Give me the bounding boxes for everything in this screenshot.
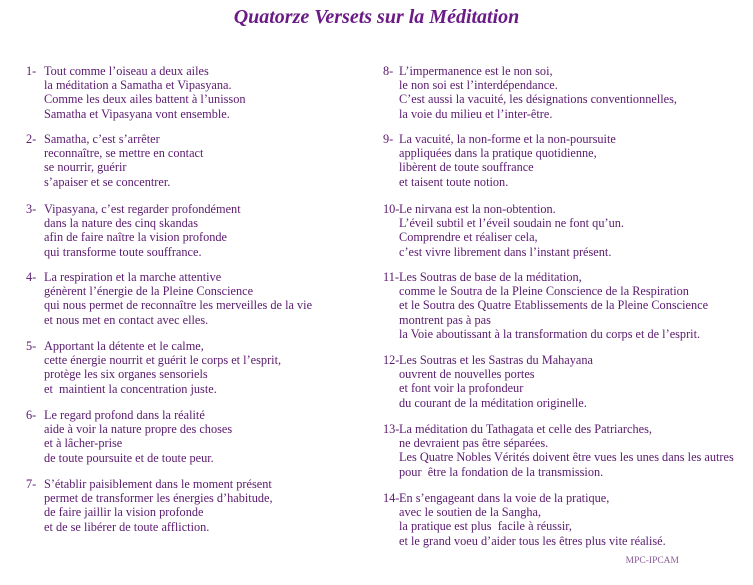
verse-line: Samatha, c’est s’arrêter (44, 132, 160, 146)
verse-line: la pratique est plus facile à réussir, (399, 519, 572, 534)
verse-line: montrent pas à pas (399, 312, 491, 327)
verse-number: 13- (383, 422, 400, 436)
verse-line: Vipasyana, c’est regarder profondément (44, 202, 241, 216)
verse-line: Tout comme l’oiseau a deux ailes (44, 64, 209, 78)
verse-line: S’établir paisiblement dans le moment présent (44, 477, 272, 491)
verse-line: et taisent toute notion. (399, 174, 509, 189)
verse-3 (26, 202, 366, 259)
verse-line: qui transforme toute souffrance. (44, 244, 202, 259)
verse-number: 2- (26, 132, 37, 146)
verse-line: du courant de la méditation originelle. (399, 395, 587, 410)
verse-number: 6- (26, 408, 37, 422)
verse-line: Le nirvana est la non-obtention. (399, 202, 556, 216)
verse-number: 3- (26, 202, 37, 216)
verse-line: Comprendre et réaliser cela, (399, 230, 538, 245)
verse-line: protège les six organes sensoriels (44, 367, 208, 382)
verse-number: 11- (383, 270, 399, 284)
verse-line: Les Soutras de base de la méditation, (399, 270, 582, 284)
verse-line: Les Quatre Nobles Vérités doivent être vues les unes dans les autres (399, 450, 734, 465)
verse-line: La méditation du Tathagata et celle des Patriarches, (399, 422, 652, 436)
verse-line: avec le soutien de la Sangha, (399, 505, 542, 520)
verse-9 (383, 132, 748, 189)
verse-line: et le grand voeu d’aider tous les êtres plus vite réalisé. (399, 533, 666, 548)
verse-line: Les Soutras et les Sastras du Mahayana (399, 353, 593, 367)
verse-line: et nous met en contact avec elles. (44, 312, 209, 327)
verse-line: Comme les deux ailes battent à l’unisson (44, 92, 246, 107)
verse-line: reconnaître, se mettre en contact (44, 146, 204, 161)
verse-2 (26, 132, 366, 189)
verse-number: 14- (383, 491, 400, 505)
verse-8 (383, 64, 748, 121)
verse-line: génèrent l’énergie de la Pleine Conscience (44, 284, 254, 299)
verse-number: 10- (383, 202, 400, 216)
verse-line: pour être la fondation de la transmission. (399, 464, 604, 479)
verse-line: la Voie aboutissant à la transformation du corps et de l’esprit. (399, 326, 701, 341)
verse-line: aide à voir la nature propre des choses (44, 422, 233, 437)
verse-number: 7- (26, 477, 37, 491)
verse-line: et de se libérer de toute affliction. (44, 519, 210, 534)
verse-4 (26, 270, 366, 327)
verse-10 (383, 202, 748, 259)
verse-line: afin de faire naître la vision profonde (44, 230, 228, 245)
verse-line: et font voir la profondeur (399, 381, 524, 396)
verse-line: L’impermanence est le non soi, (399, 64, 553, 78)
footer-credit: MPC-IPCAM (625, 556, 679, 566)
verse-number: 8- (383, 64, 394, 78)
verse-line: Apportant la détente et le calme, (44, 339, 204, 353)
verse-line: et à lâcher-prise (44, 436, 123, 451)
verse-line: Le regard profond dans la réalité (44, 408, 205, 422)
verse-line: libèrent de toute souffrance (399, 160, 534, 175)
verse-5 (26, 339, 366, 396)
verse-line: Samatha et Vipasyana vont ensemble. (44, 106, 230, 121)
verse-line: cette énergie nourrit et guérit le corps et l’esprit, (44, 353, 282, 368)
verse-line: la voie du milieu et l’inter-être. (399, 106, 553, 121)
verse-line: le non soi est l’interdépendance. (399, 78, 558, 93)
verse-line: La vacuité, la non-forme et la non-poursuite (399, 132, 616, 146)
verse-number: 4- (26, 270, 37, 284)
verse-line: C’est aussi la vacuité, les désignations conventionnelles, (399, 92, 677, 107)
verse-number: 9- (383, 132, 394, 146)
verse-line: L’éveil subtil et l’éveil soudain ne font qu’un. (399, 216, 624, 231)
verse-14 (383, 491, 748, 548)
verse-line: ouvrent de nouvelles portes (399, 367, 535, 382)
verse-line: s’apaiser et se concentrer. (44, 174, 171, 189)
verse-line: de toute poursuite et de toute peur. (44, 450, 214, 465)
verse-11 (383, 270, 748, 341)
verse-line: dans la nature des cinq skandas (44, 216, 199, 231)
verse-line: permet de transformer les énergies d’habitude, (44, 491, 273, 506)
verse-line: c’est vivre librement dans l’instant présent. (399, 244, 612, 259)
verse-line: de faire jaillir la vision profonde (44, 505, 204, 520)
verse-line: la méditation a Samatha et Vipasyana. (44, 78, 232, 93)
verse-line: comme le Soutra de la Pleine Conscience de la Respiration (399, 284, 689, 299)
verse-line: appliquées dans la pratique quotidienne, (399, 146, 597, 161)
verse-13 (383, 422, 748, 479)
verse-number: 12- (383, 353, 400, 367)
verse-7 (26, 477, 366, 534)
verse-line: et le Soutra des Quatre Etablissements de la Pleine Conscience (399, 298, 709, 313)
verse-12 (383, 353, 748, 410)
verse-line: En s’engageant dans la voie de la pratique, (399, 491, 610, 505)
verse-number: 1- (26, 64, 37, 78)
verse-line: La respiration et la marche attentive (44, 270, 222, 284)
verse-6 (26, 408, 366, 465)
page-title: Quatorze Versets sur la Méditation (233, 6, 520, 28)
verse-1 (26, 64, 366, 121)
verse-line: se nourrir, guérir (44, 160, 127, 175)
verse-line: et maintient la concentration juste. (44, 381, 217, 396)
verse-number: 5- (26, 339, 37, 353)
verse-line: ne devraient pas être séparées. (399, 436, 549, 451)
verse-line: qui nous permet de reconnaître les merveilles de la vie (44, 298, 313, 313)
